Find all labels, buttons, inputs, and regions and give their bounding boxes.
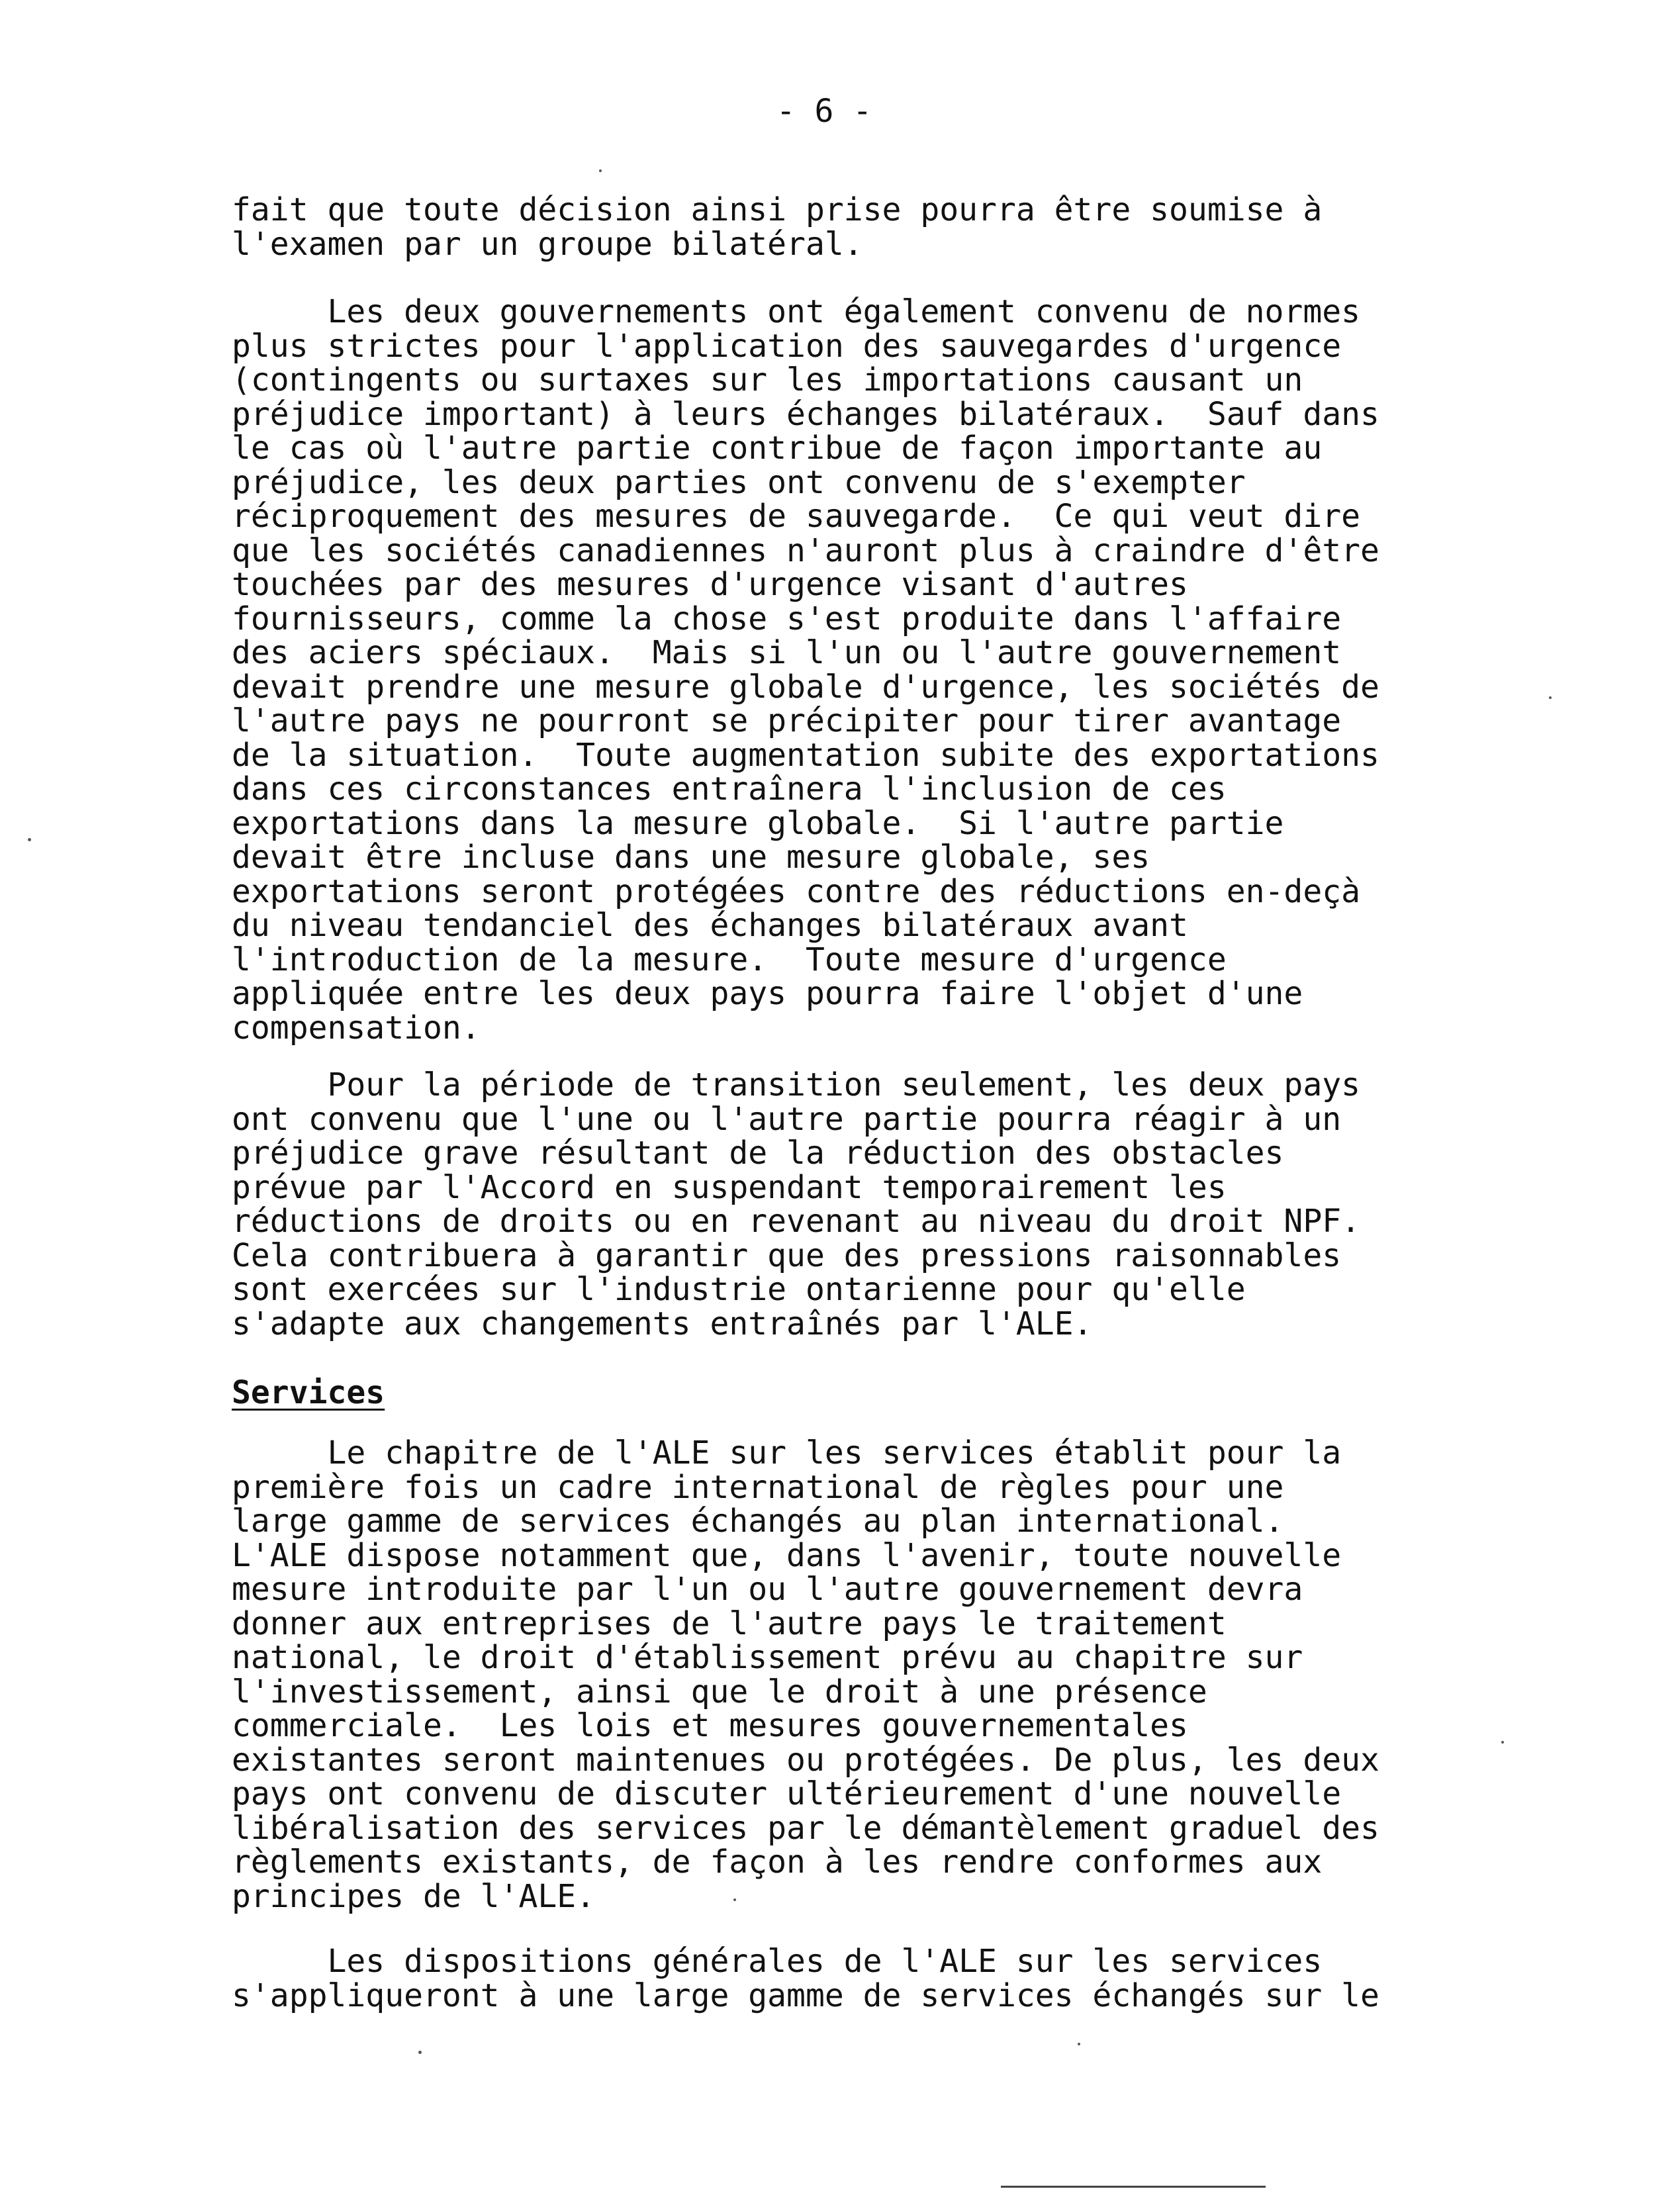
scan-speck — [1501, 1741, 1504, 1744]
paragraph-services-chapter: Le chapitre de l'ALE sur les services établit pour la première fois un cadre international de règles pour une large gamme de services échangés au plan international. L'ALE dispose notamment que, dans l'avenir, toute nouvelle mesure introduite par l'un ou l'autre gouvernement devra donner aux entreprises de l'autre pays le traitement national, le droit d'établissement prévu au chapitre sur l'investissement, ainsi que le droit à une présence commerciale. Les lois et mesures gouvernementales existantes seront maintenues ou protégées. De plus, les deux pays ont convenu de discuter ultérieurement d'une nouvelle libéralisation des services par le démantèlement graduel des règlements existants, de façon à les rendre conformes aux principes de l'ALE. — [232, 1434, 1379, 1915]
scan-speck — [733, 1898, 736, 1901]
paragraph-emergency-safeguards: Les deux gouvernements ont également convenu de normes plus strictes pour l'application des sauvegardes d'urgence (contingents ou surtaxes sur les importations causant un préjudice important) à leurs échanges bilatéraux. Sauf dans le cas où l'autre partie contribue de façon importante au préjudice, les deux parties ont convenu de s'exempter réciproquement des mesures de sauvegarde. Ce qui veut dire que les sociétés canadiennes n'auront plus à craindre d'être touchées par des mesures d'urgence visant d'autres fournisseurs, comme la chose s'est produite dans l'affaire des aciers spéciaux. Mais si l'un ou l'autre gouvernement devait prendre une mesure globale d'urgence, les sociétés de l'autre pays ne pourront se précipiter pour tirer avantage de la situation. Toute augmentation subite des exportations dans ces circonstances entraînera l'inclusion de ces exportations dans la mesure globale. Si l'autre partie devait être incluse dans une mesure globale, ses exportations seront protégées contre des réductions en-deçà du niveau tendanciel des échanges bilatéraux avant l'introduction de la mesure. Toute mesure d'urgence appliquée entre les deux pays pourra faire l'objet d'une compensation. — [232, 293, 1379, 1047]
scan-speck — [28, 838, 31, 841]
scan-edge-mark — [1001, 2186, 1266, 2188]
scan-speck — [1078, 2043, 1080, 2045]
paragraph-services-general-provisions: Les dispositions générales de l'ALE sur les services s'appliqueront à une large gamme de services échangés sur le — [232, 1943, 1379, 2014]
paragraph-decision-review: fait que toute décision ainsi prise pourra être soumise à l'examen par un groupe bilatéral. — [232, 191, 1323, 263]
section-heading-services: Services — [232, 1374, 385, 1411]
scan-speck — [599, 169, 602, 172]
paragraph-transition-period: Pour la période de transition seulement, les deux pays ont convenu que l'une ou l'autre partie pourra réagir à un préjudice grave résultant de la réduction des obstacles prévue par l'Accord en suspendant temporairement les réductions de droits ou en revenant au niveau du droit NPF. Cela contribuera à garantir que des pressions raisonnables sont exercées sur l'industrie ontarienne pour qu'elle s'adapte aux changements entraînés par l'ALE. — [232, 1066, 1361, 1342]
scan-speck — [1549, 696, 1552, 699]
page-number: - 6 - — [776, 93, 872, 130]
scan-speck — [418, 2051, 422, 2054]
